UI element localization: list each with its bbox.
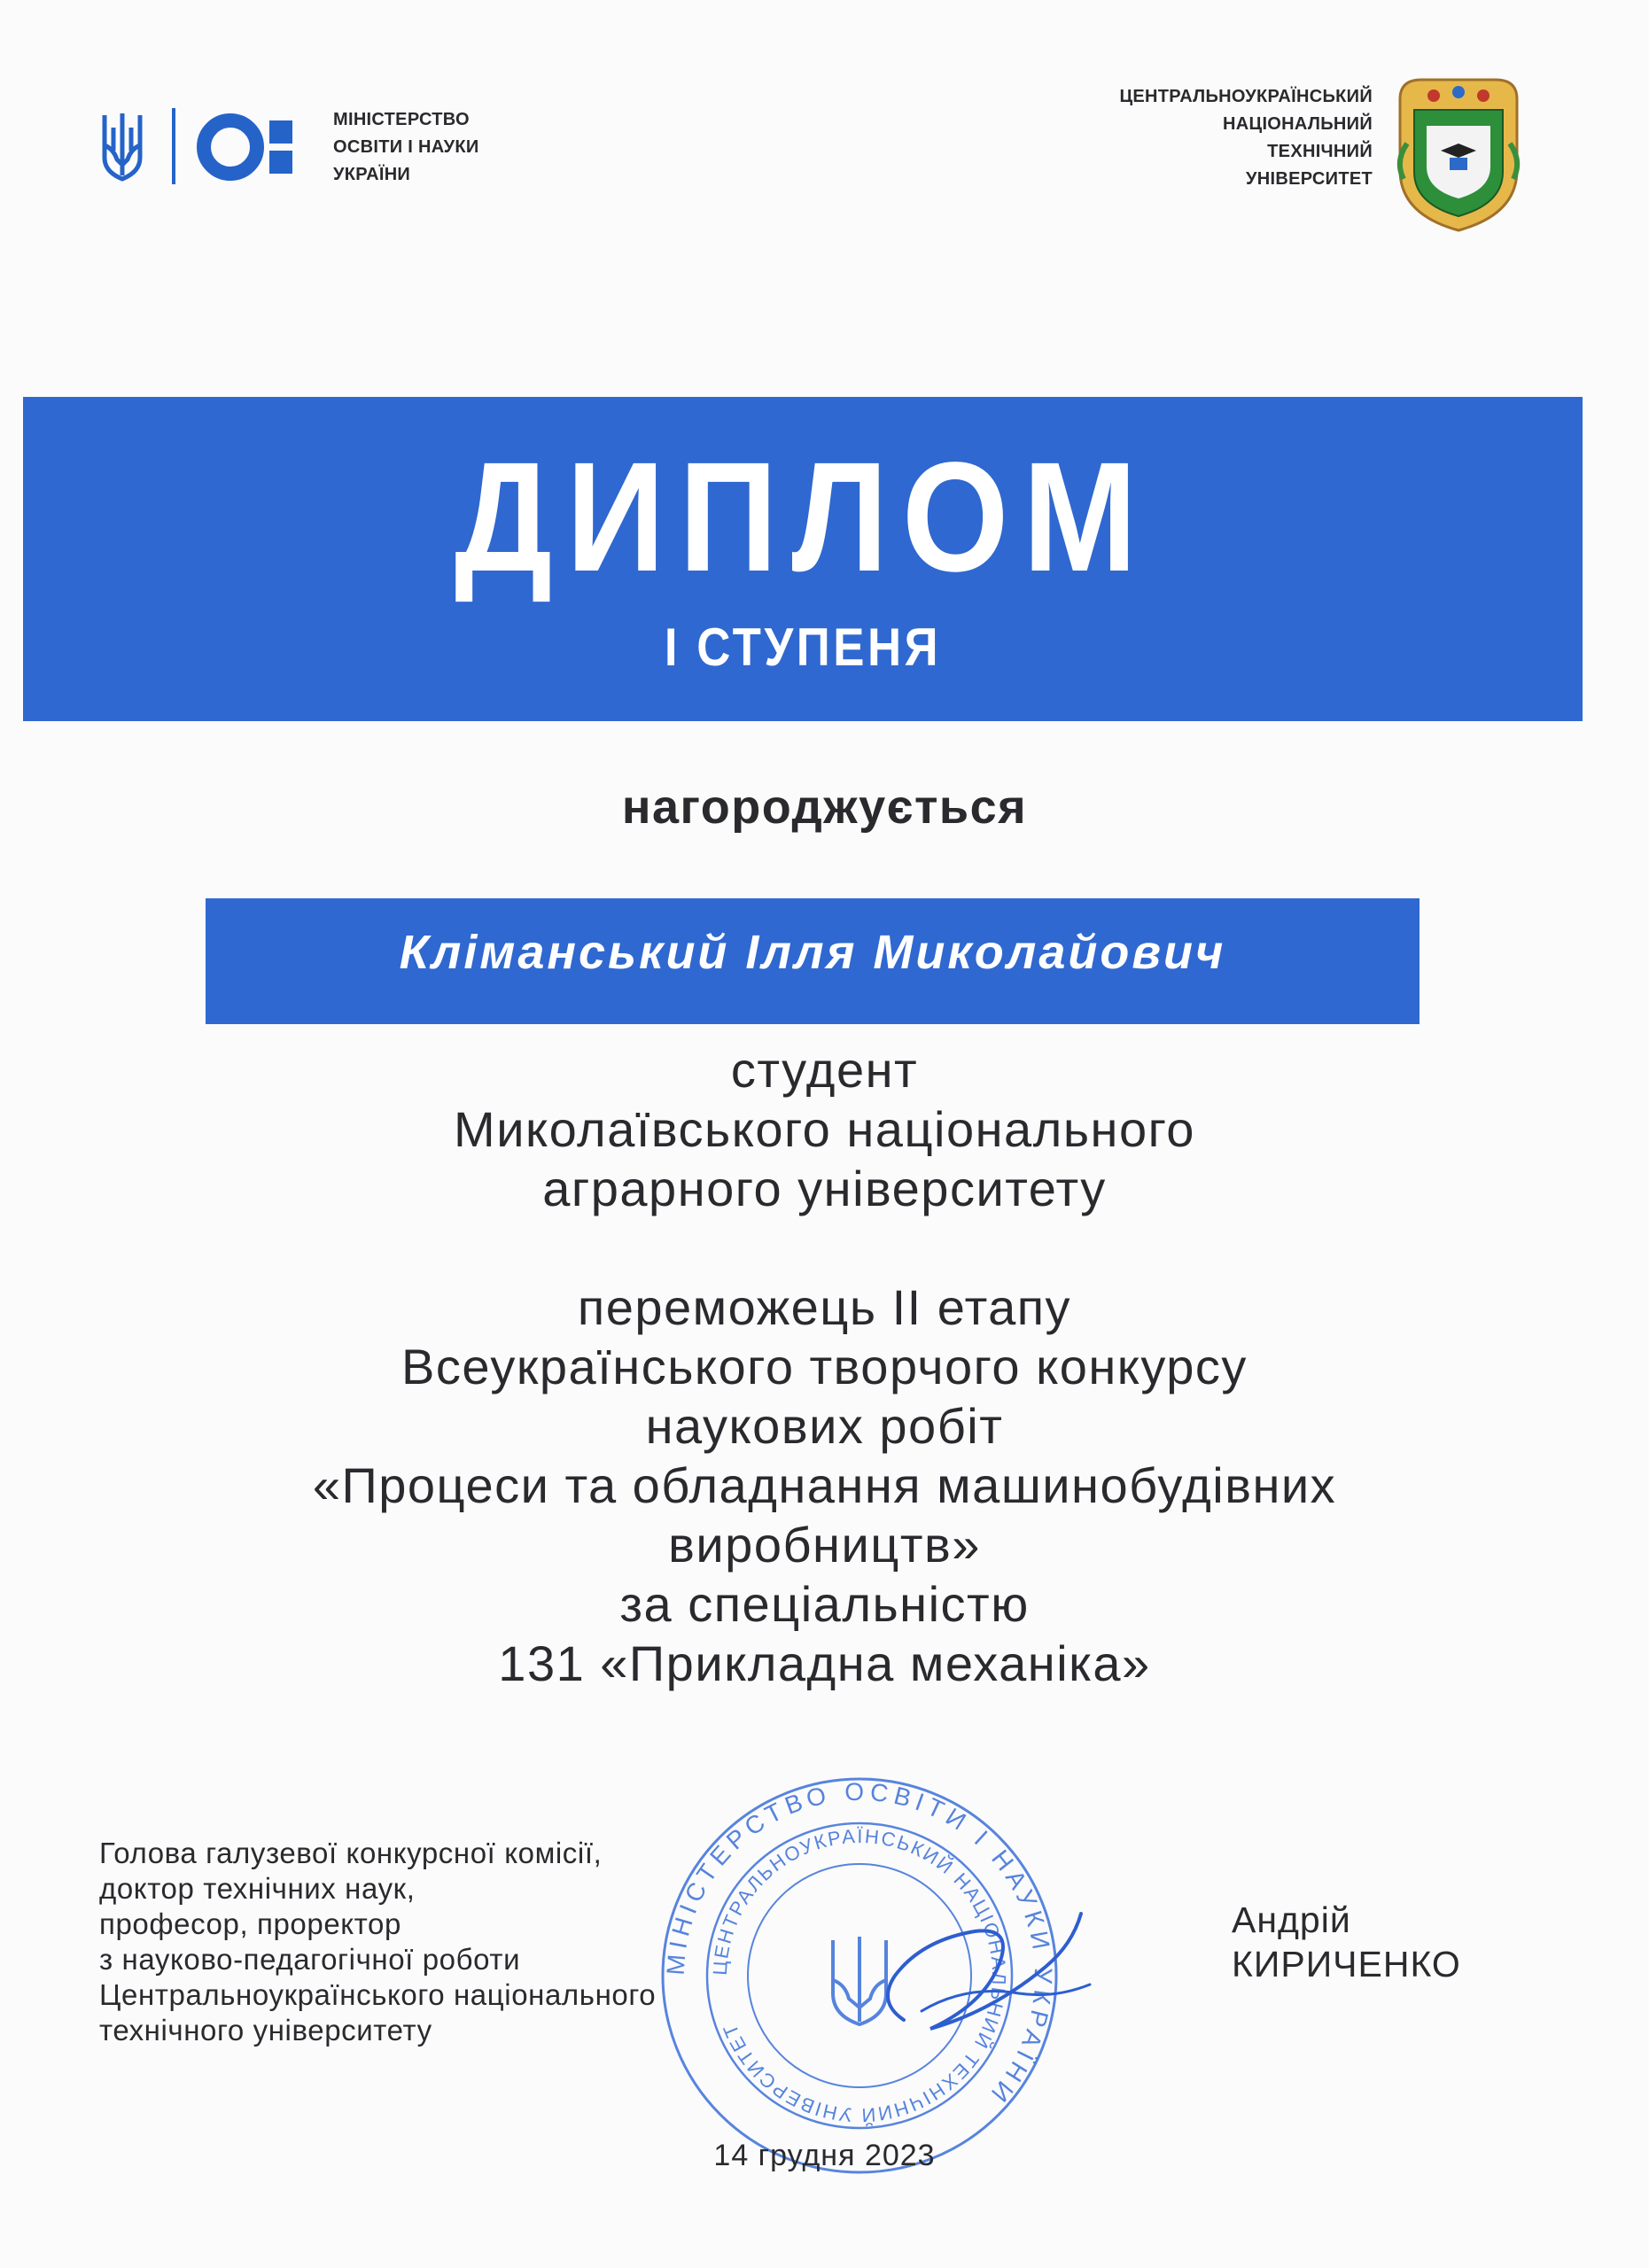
body-line: наукових робіт — [645, 1398, 1004, 1454]
diploma-title: ДИПЛОМ — [454, 431, 1152, 604]
signer-title: Голова галузевої конкурсної комісії, доктор технічних наук, професор, проректор з науково-педагогічної роботи Центральноукраїнського національного технічного університету — [99, 1837, 657, 2047]
trident-icon — [97, 110, 147, 186]
university-name: ЦЕНТРАЛЬНОУКРАЇНСЬКИЙ НАЦІОНАЛЬНИЙ ТЕХНІЧНИЙ УНІВЕРСИТЕТ — [1119, 87, 1373, 189]
signature-icon — [868, 1878, 1099, 2055]
body-line: студент — [730, 1042, 919, 1098]
signer-name: Андрій КИРИЧЕНКО — [1232, 1899, 1461, 1984]
ministry-logo-block — [97, 105, 523, 193]
awarded-label: нагороджується — [621, 781, 1028, 834]
body-line: Всеукраїнського творчого конкурсу — [401, 1339, 1248, 1394]
ministry-divider — [172, 108, 175, 184]
body-line: виробництв» — [668, 1517, 981, 1573]
body-line: Миколаївського національного — [454, 1101, 1195, 1157]
body-line: аграрного університету — [542, 1161, 1107, 1216]
recipient-name: Кліманський Ілля Миколайович — [399, 926, 1226, 979]
recipient-plate — [206, 898, 1420, 1024]
ministry-name: МІНІСТЕРСТВО ОСВІТИ І НАУКИ УКРАЇНИ — [333, 110, 479, 184]
mon-logo-icon — [197, 112, 321, 183]
diploma-banner — [23, 397, 1583, 721]
university-crest-icon — [1391, 73, 1526, 236]
body-line: «Процеси та обладнання машинобудівних — [312, 1457, 1337, 1513]
stamp-outer-text: МІНІСТЕРСТВО ОСВІТИ І НАУКИ УКРАЇНИ — [661, 1777, 1058, 2112]
body-line: переможець ІІ етапу — [577, 1279, 1072, 1335]
body-line: 131 «Прикладна механіка» — [498, 1635, 1151, 1691]
body-line: за спеціальністю — [619, 1576, 1030, 1632]
diploma-degree: І СТУПЕНЯ — [664, 617, 942, 677]
stamp-inner-text: ЦЕНТРАЛЬНОУКРАЇНСЬКИЙ НАЦІОНАЛЬНИЙ ТЕХНІЧНИЙ УНІВЕРСИТЕТ — [708, 1824, 1011, 2127]
issue-date: 14 грудня 2023 — [713, 2139, 936, 2172]
